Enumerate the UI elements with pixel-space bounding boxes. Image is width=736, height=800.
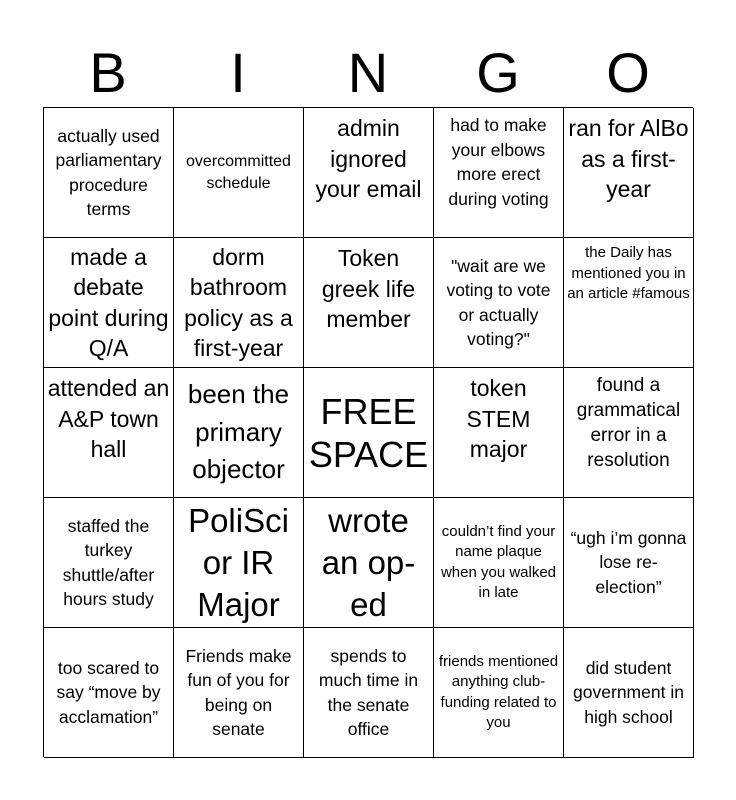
cell-text: attended an A&P town hall	[47, 375, 170, 462]
bingo-cell[interactable]	[434, 238, 564, 368]
bingo-cell[interactable]	[304, 498, 434, 628]
bingo-cell[interactable]	[174, 238, 304, 368]
bingo-cell[interactable]	[434, 368, 564, 498]
cell-text: had to make your elbows more erect during voting	[448, 115, 549, 209]
cell-text: friends mentioned anything club-funding related to you	[438, 652, 559, 731]
cell-text: overcommitted schedule	[186, 152, 291, 192]
bingo-cell[interactable]	[44, 628, 174, 758]
cell-text: did student government in high school	[573, 657, 684, 727]
bingo-cell[interactable]	[304, 108, 434, 238]
bingo-cell[interactable]	[564, 108, 694, 238]
cell-text: wrote an op-ed	[321, 501, 416, 623]
header-letter-b: B	[89, 41, 127, 104]
cell-text: actually used parliamentary procedure terms	[55, 125, 162, 219]
header-letter-o: O	[606, 41, 650, 104]
free-space-label: FREE SPACE	[308, 390, 429, 475]
cell-text: found a grammatical error in a resolution	[576, 375, 681, 471]
bingo-cell[interactable]	[564, 238, 694, 368]
bingo-cell[interactable]	[434, 498, 564, 628]
cell-text: the Daily has mentioned you in an article #famous	[567, 244, 690, 302]
bingo-cell[interactable]	[174, 498, 304, 628]
header-letter-i: I	[230, 41, 246, 104]
cell-text: token STEM major	[466, 375, 531, 462]
cell-text: been the primary objector	[187, 379, 290, 485]
bingo-cell[interactable]	[174, 108, 304, 238]
free-space-cell[interactable]	[304, 368, 434, 498]
bingo-cell[interactable]	[174, 368, 304, 498]
bingo-cell[interactable]	[174, 628, 304, 758]
bingo-cell[interactable]	[564, 498, 694, 628]
cell-text: spends to much time in the senate office	[318, 645, 419, 739]
header-letter-g: G	[476, 41, 520, 104]
bingo-cell[interactable]	[44, 498, 174, 628]
header-letter-n: N	[347, 41, 389, 104]
bingo-cell[interactable]	[44, 368, 174, 498]
bingo-header	[43, 40, 693, 106]
bingo-cell[interactable]	[564, 368, 694, 498]
bingo-cell[interactable]	[304, 238, 434, 368]
cell-text: couldn’t find your name plaque when you walked in late	[440, 522, 557, 601]
cell-text: Friends make fun of you for being on senate	[185, 645, 292, 739]
bingo-cell[interactable]	[434, 628, 564, 758]
bingo-cell[interactable]	[44, 238, 174, 368]
bingo-cell[interactable]	[304, 628, 434, 758]
cell-text: ran for AlBo as a first-year	[568, 115, 689, 202]
cell-text: Token greek life member	[321, 245, 416, 332]
cell-text: staffed the turkey shuttle/after hours study	[62, 515, 155, 609]
cell-text: made a debate point during Q/A	[48, 243, 169, 361]
cell-text: admin ignored your email	[315, 115, 422, 202]
bingo-cell[interactable]	[564, 628, 694, 758]
bingo-cell[interactable]	[434, 108, 564, 238]
cell-text: "wait are we voting to vote or actually voting?"	[446, 255, 551, 349]
cell-text: too scared to say “move by acclamation”	[56, 657, 161, 727]
cell-text: “ugh i’m gonna lose re-election”	[570, 527, 687, 597]
bingo-board	[43, 107, 693, 757]
bingo-cell[interactable]	[44, 108, 174, 238]
cell-text: dorm bathroom policy as a first-year	[184, 243, 293, 361]
cell-text: PoliSci or IR Major	[188, 501, 289, 623]
